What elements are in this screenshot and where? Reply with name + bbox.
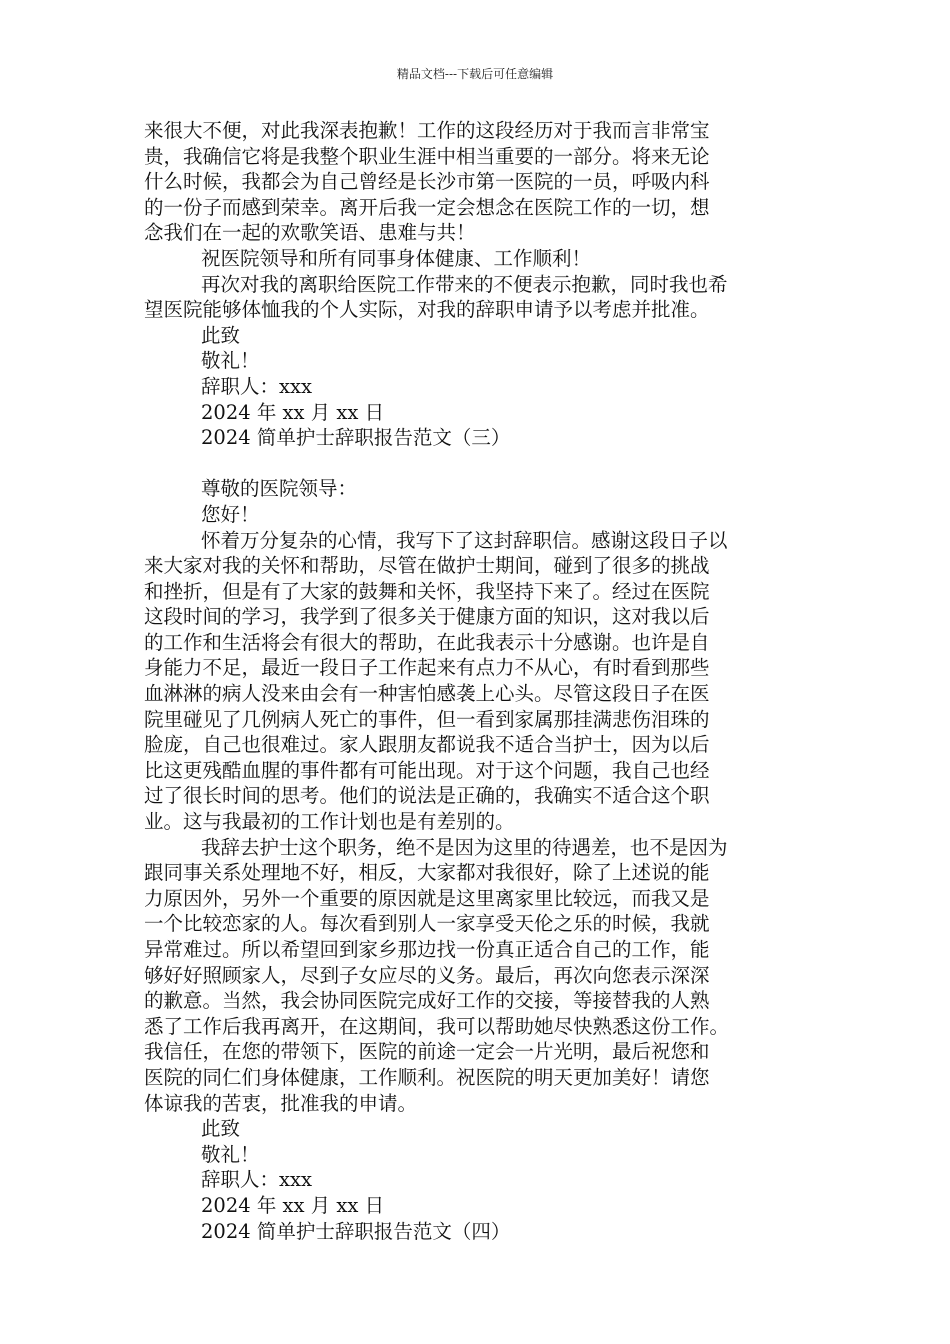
closing-salute: 敬礼！ [201, 349, 260, 373]
letter-paragraph [144, 528, 814, 835]
text-line: 什么时候，我都会为自己曾经是长沙市第一医院的一员，呼吸内科 [144, 170, 710, 194]
text-line: 跟同事关系处理地不好，相反，大家都对我很好，除了上述说的能 [144, 861, 710, 885]
text-line: 我信任，在您的带领下，医院的前途一定会一片光明，最后祝您和 [144, 1040, 710, 1064]
text-line: 过了很长时间的思考。他们的说法是正确的，我确实不适合这个职 [144, 784, 710, 808]
text-line: 来大家对我的关怀和帮助，尽管在做护士期间，碰到了很多的挑战 [144, 554, 710, 578]
greeting: 您好！ [201, 502, 260, 526]
text-line: 来很大不便，对此我深表抱歉！工作的这段经历对于我而言非常宝 [144, 119, 710, 142]
text-line: 血淋淋的病人没来由会有一种害怕感袭上心头。尽管这段日子在医 [144, 682, 710, 706]
text-line: 再次对我的离职给医院工作带来的不便表示抱歉，同时我也希 [201, 272, 728, 296]
signature-line: 辞职人：xxx [201, 374, 312, 398]
text-line: 怀着万分复杂的心情，我写下了这封辞职信。感谢这段日子以 [201, 528, 728, 552]
closing-line: 此致 [201, 323, 241, 347]
text-line: 我辞去护士这个职务，绝不是因为这里的待遇差，也不是因为 [201, 835, 728, 859]
wish-line: 祝医院领导和所有同事身体健康、工作顺利！ [201, 246, 592, 270]
letter-paragraph [144, 272, 814, 323]
text-line: 身能力不足，最近一段日子工作起来有点力不从心，有时看到那些 [144, 656, 710, 680]
text-line: 贵，我确信它将是我整个职业生涯中相当重要的一部分。将来无论 [144, 144, 710, 168]
text-line: 业。这与我最初的工作计划也是有差别的。 [144, 810, 515, 834]
date-line: 2024 年 xx 月 xx 日 [201, 400, 385, 424]
text-line: 异常难过。所以希望回到家乡那边找一份真正适合自己的工作，能 [144, 938, 710, 961]
text-line: 比这更残酷血腥的事件都有可能出现。对于这个问题，我自己也经 [144, 758, 710, 782]
letter-paragraph [144, 118, 814, 246]
text-line: 体谅我的苦衷，批准我的申请。 [144, 1091, 418, 1115]
signature-line: 辞职人：xxx [201, 1168, 312, 1192]
text-line: 的工作和生活将会有很大的帮助，在此我表示十分感谢。也许是自 [144, 630, 710, 654]
text-line: 悉了工作后我再离开，在这期间，我可以帮助她尽快熟悉这份工作。 [144, 1014, 730, 1038]
text-line: 这段时间的学习，我学到了很多关于健康方面的知识，这对我以后 [144, 605, 710, 629]
letter-paragraph [144, 835, 814, 1117]
date-line: 2024 年 xx 月 xx 日 [201, 1193, 385, 1217]
closing-line: 此致 [201, 1117, 241, 1141]
text-line: 一个比较恋家的人。每次看到别人一家享受天伦之乐的时候，我就 [144, 912, 710, 936]
text-line: 力原因外，另外一个重要的原因就是这里离家里比较远，而我又是 [144, 886, 710, 910]
text-line: 够好好照顾家人，尽到子女应尽的义务。最后，再次向您表示深深 [144, 963, 710, 987]
text-line: 念我们在一起的欢歌笑语、患难与共！ [144, 221, 476, 245]
text-line: 院里碰见了几例病人死亡的事件，但一看到家属那挂满悲伤泪珠的 [144, 707, 710, 731]
page-header: 精品文档---下载后可任意编辑 [396, 67, 554, 81]
section-title: 2024 简单护士辞职报告范文（四） [201, 1219, 511, 1243]
closing-salute: 敬礼！ [201, 1142, 260, 1166]
text-line: 脸庞，自己也很难过。家人跟朋友都说我不适合当护士，因为以后 [144, 733, 710, 757]
text-line: 的歉意。当然，我会协同医院完成好工作的交接，等接替我的人熟 [144, 989, 710, 1013]
document-body [144, 118, 814, 1244]
salutation: 尊敬的医院领导： [201, 477, 358, 501]
text-line: 医院的同仁们身体健康，工作顺利。祝医院的明天更加美好！请您 [144, 1065, 710, 1089]
blank-line [144, 451, 814, 477]
text-line: 和挫折，但是有了大家的鼓舞和关怀，我坚持下来了。经过在医院 [144, 579, 710, 603]
text-line: 望医院能够体恤我的个人实际，对我的辞职申请予以考虑并批准。 [144, 298, 710, 322]
text-line: 的一份子而感到荣幸。离开后我一定会想念在医院工作的一切，想 [144, 195, 710, 219]
section-title: 2024 简单护士辞职报告范文（三） [201, 426, 511, 450]
